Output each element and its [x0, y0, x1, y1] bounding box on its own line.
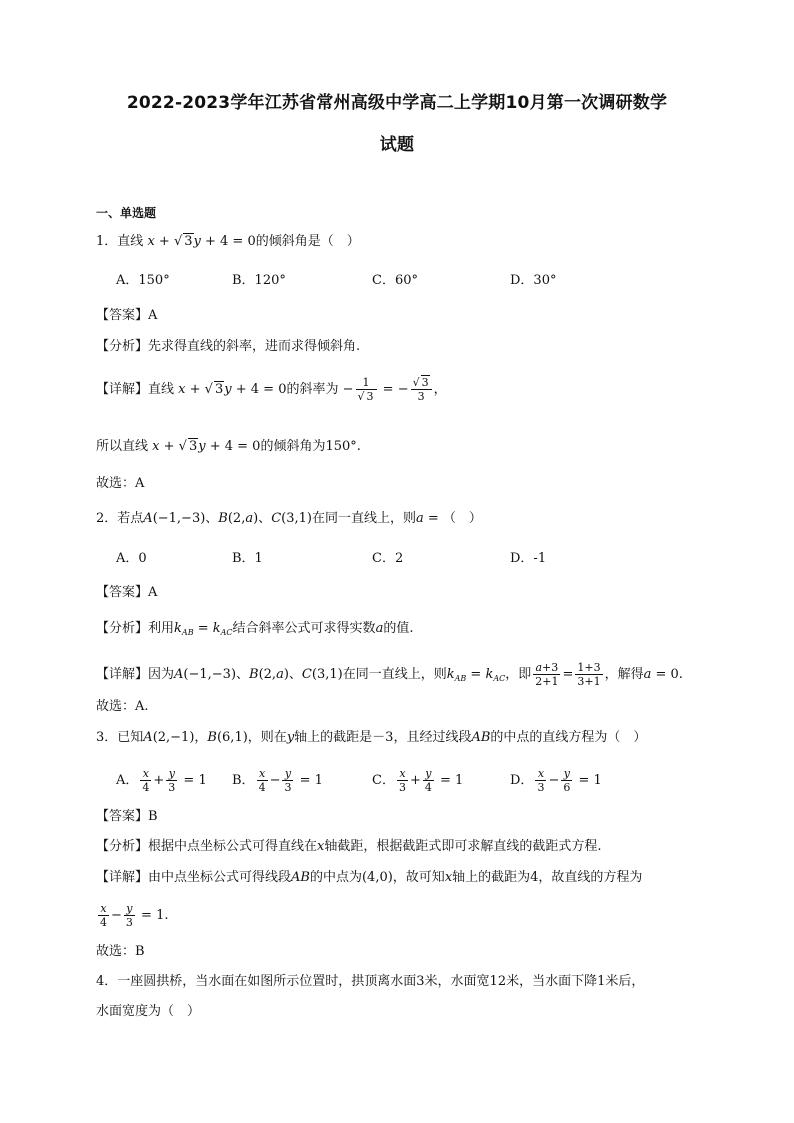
math-expression: $\frac{x}{4}$ − $\frac{y}{3}$ = 1 [258, 767, 323, 794]
math-expression: a = 0. [643, 667, 683, 682]
math-variable: AB [291, 870, 310, 885]
math-expression: x + √ 3y + 4 = 0 [152, 439, 261, 454]
analysis-line: 【分析】根据中点坐标公式可得直线在x轴截距，根据截距式即可求解直线的截距式方程. [96, 839, 602, 854]
option-a: A．150° [116, 273, 170, 288]
detail-label: 【详解】 [96, 870, 149, 885]
answer-line [96, 584, 157, 602]
question-3-stem: 3．已知A(2,−1)，B(6,1)，则在y轴上的截距是－3，且经过线段AB的中点的直线方程为（ ） [96, 730, 647, 745]
answer-label: 【答案】 [96, 809, 149, 824]
document-title-line1: 2022-2023学年江苏省常州高级中学高二上学期10月第一次调研数学 [126, 93, 668, 113]
math-expression: $\frac{x}{3}$ + $\frac{y}{4}$ = 1 [398, 767, 464, 794]
document-title-line2: 试题 [379, 135, 415, 155]
answer-line [96, 808, 158, 826]
detail-label: 【详解】 [96, 382, 149, 397]
option-d: D．30° [510, 273, 557, 288]
question-1-stem: 1．直线 x + √ 3y + 4 = 0的倾斜角是（ ） [96, 234, 360, 249]
option-d: D． $\frac{x}{3}$ − $\frac{y}{6}$ = 1 [510, 767, 602, 794]
math-expression: − $\frac{1}{√ 3}$ = − $\frac{√ 3}{3}$ ， [342, 376, 447, 403]
question-number: 4． [96, 974, 118, 989]
option-c: C．60° [372, 273, 418, 288]
math-variable: y [286, 730, 295, 745]
analysis-line: 【分析】利用$k_{AB} = k_{AC}$结合斜率公式可求得实数a的值. [96, 621, 414, 637]
detail-line: 【详解】因为A(−1,−3)、B(2,a)、C(3,1)在同一直线上，则$k_{AB} = k_{AC}$，即 $\frac{a+3}{2+1}$ = $\frac{1+3}{3+1}$ ，解得a = 0. [96, 661, 683, 688]
math-expression: $\frac{a+3}{2+1}$ = $\frac{1+3}{3+1}$ [535, 661, 601, 688]
choice-line: 故选：A [96, 476, 145, 491]
detail-line: 【详解】直线 x + √ 3y + 4 = 0的斜率为 − $\frac{1}{√ 3}$ = − $\frac{√ 3}{3}$ ， [96, 376, 447, 403]
math-expression: A(−1,−3)、B(2,a)、C(3,1) [143, 511, 312, 526]
question-number: 1． [96, 234, 118, 249]
math-expression: a = [415, 511, 443, 526]
answer-value: B [148, 809, 158, 824]
conclusion-line: 所以直线 x + √ 3y + 4 = 0的倾斜角为150°. [96, 439, 361, 454]
math-expression: x + √ 3y + 4 = 0 [147, 234, 256, 249]
answer-line [96, 307, 157, 325]
math-expression: A(2,−1)，B(6,1) [143, 730, 248, 745]
question-4-stem-line2: 水面宽度为（ ） [96, 1004, 201, 1019]
math-expression: $\frac{x}{4}$ + $\frac{y}{3}$ = 1 [142, 767, 207, 794]
question-number: 3． [96, 730, 118, 745]
math-expression: $k_{AB} = k_{AC}$ [174, 621, 233, 637]
analysis-label: 【分析】 [96, 621, 149, 636]
analysis-label: 【分析】 [96, 839, 149, 854]
option-c: C． $\frac{x}{3}$ + $\frac{y}{4}$ = 1 [372, 767, 464, 794]
option-b: B．120° [232, 273, 286, 288]
answer-label: 【答案】 [96, 308, 149, 323]
detail-label: 【详解】 [96, 667, 149, 682]
math-expression: a [375, 621, 384, 636]
option-b: B．1 [232, 551, 263, 566]
choice-line: 故选：B [96, 944, 145, 959]
option-a: A．0 [116, 551, 147, 566]
math-variable: AB [471, 730, 491, 745]
section-heading: 一、单选题 [96, 206, 157, 220]
question-number: 2． [96, 511, 118, 526]
option-b: B． $\frac{x}{4}$ − $\frac{y}{3}$ = 1 [232, 767, 323, 794]
math-expression: $\frac{x}{3}$ − $\frac{y}{6}$ = 1 [537, 767, 602, 794]
math-variable: x [444, 870, 453, 885]
math-expression: A(−1,−3)、B(2,a)、C(3,1) [174, 667, 343, 682]
detail-equation [96, 902, 168, 929]
math-variable: x [317, 839, 325, 854]
math-expression: $\frac{x}{4}$ − $\frac{y}{3}$ = 1. [100, 902, 169, 929]
detail-line: 【详解】由中点坐标公式可得线段AB的中点为(4,0)，故可知x轴上的截距为4，故直线的方程为 [96, 870, 643, 885]
choice-line: 故选：A. [96, 699, 149, 714]
math-expression: $k_{AB} = k_{AC}$ [446, 667, 506, 683]
option-d: D．-1 [510, 551, 547, 566]
question-2-stem: 2．若点A(−1,−3)、B(2,a)、C(3,1)在同一直线上，则a = （ ） [96, 511, 482, 526]
answer-label: 【答案】 [96, 585, 149, 600]
option-a: A． $\frac{x}{4}$ + $\frac{y}{3}$ = 1 [116, 767, 207, 794]
math-expression: x + √ 3y + 4 = 0 [178, 382, 287, 397]
answer-value: A [148, 308, 158, 323]
option-c: C．2 [372, 551, 404, 566]
analysis-label: 【分析】 [96, 339, 149, 354]
analysis-line: 【分析】先求得直线的斜率，进而求得倾斜角. [96, 339, 361, 354]
answer-value: A [148, 585, 158, 600]
question-4-stem: 4．一座圆拱桥，当水面在如图所示位置时，拱顶离水面3米，水面宽12米，当水面下降1米后， [96, 974, 645, 989]
